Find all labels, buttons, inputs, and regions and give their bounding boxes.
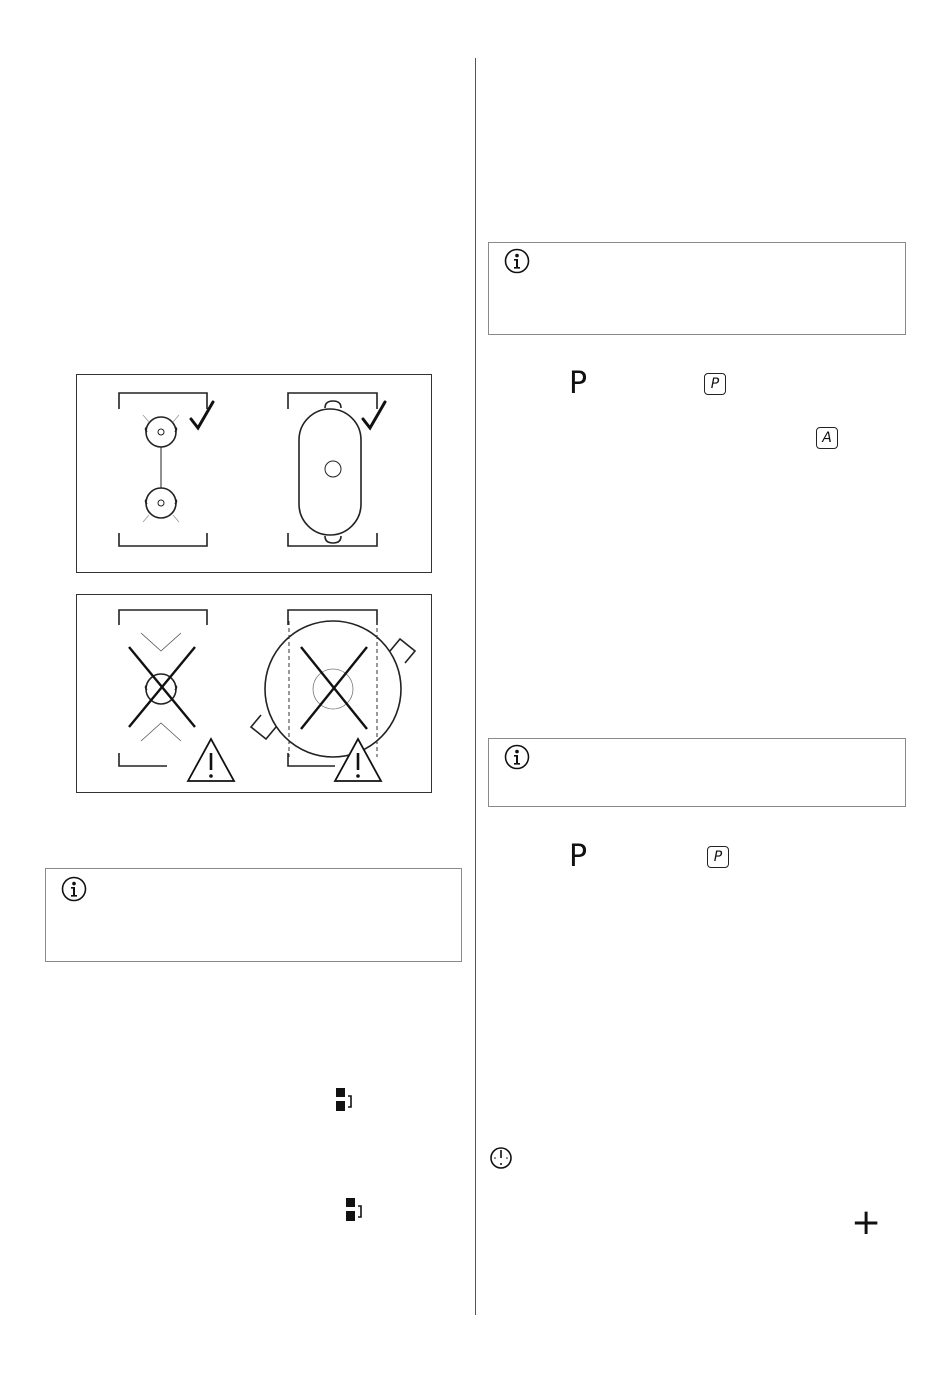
bridge-zone-icon [335,1087,357,1113]
plus-icon: + [851,1202,882,1243]
info-note-box [488,242,906,335]
program-button-icon: P [707,846,729,868]
cookware-correct-figure [76,374,432,573]
info-icon [504,248,530,274]
timer-icon [489,1146,513,1170]
program-symbol: P [569,839,588,874]
column-divider [475,58,476,1315]
info-icon [504,744,530,770]
warning-triangle-icon [188,739,381,781]
program-button-icon: P [704,373,726,395]
cookware-incorrect-illustration [77,595,431,792]
info-note-box [488,738,906,807]
info-note-box [45,868,462,962]
auto-button-icon: A [816,427,838,449]
cookware-incorrect-figure [76,594,432,793]
program-symbol: P [569,366,588,401]
bridge-zone-icon [345,1197,367,1223]
cookware-correct-illustration [77,375,431,572]
info-icon [61,876,87,902]
